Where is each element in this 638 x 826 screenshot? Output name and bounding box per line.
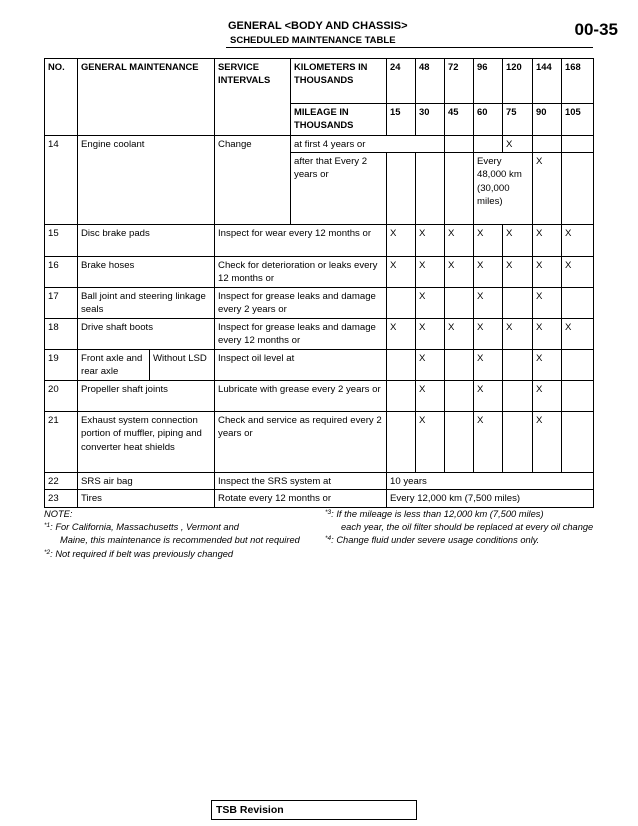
mark-cell bbox=[445, 412, 474, 473]
row-interval: at first 4 years or bbox=[291, 136, 445, 153]
mark-cell: X bbox=[474, 288, 503, 319]
mark-cell: X bbox=[533, 225, 562, 257]
row-item: SRS air bag bbox=[78, 473, 215, 490]
miles-header-cell: 105 bbox=[562, 104, 594, 136]
notes-left bbox=[44, 508, 316, 561]
mark-cell bbox=[474, 136, 503, 153]
miles-header-cell: 15 bbox=[387, 104, 416, 136]
note-2 bbox=[44, 548, 316, 561]
miles-header-cell: 60 bbox=[474, 104, 503, 136]
mark-cell: X bbox=[387, 319, 416, 350]
mark-cell: X bbox=[533, 257, 562, 288]
note-text: : Not required if belt was previously changed bbox=[50, 548, 234, 559]
note-text: Maine, this maintenance is recommended but not required bbox=[60, 535, 300, 546]
mark-cell: X bbox=[503, 225, 533, 257]
row-value: 10 years bbox=[387, 473, 594, 490]
mark-cell bbox=[387, 412, 416, 473]
row-number: 19 bbox=[45, 350, 78, 381]
km-header-cell: 72 bbox=[445, 59, 474, 104]
row-item: Ball joint and steering linkage seals bbox=[78, 288, 215, 319]
row-number: 14 bbox=[45, 136, 78, 225]
mark-cell bbox=[562, 412, 594, 473]
row-interval: Check and service as required every 2 years or bbox=[215, 412, 387, 473]
note-marker: *4 bbox=[325, 535, 332, 543]
mark-cell: X bbox=[533, 381, 562, 412]
km-header-cell: 96 bbox=[474, 59, 503, 104]
mark-cell: X bbox=[503, 319, 533, 350]
row-item: Disc brake pads bbox=[78, 225, 215, 257]
row-number: 18 bbox=[45, 319, 78, 350]
mark-cell: X bbox=[416, 319, 445, 350]
mark-cell: X bbox=[562, 257, 594, 288]
table-row bbox=[45, 288, 594, 319]
notes-label: NOTE: bbox=[44, 509, 73, 519]
mark-cell: X bbox=[387, 225, 416, 257]
row-item: Tires bbox=[78, 490, 215, 507]
note-text: each year, the oil filter should be replaced at every oil change bbox=[341, 522, 594, 533]
mark-cell: X bbox=[533, 153, 562, 225]
row-number: 21 bbox=[45, 412, 78, 473]
mark-cell bbox=[562, 350, 594, 381]
table-row bbox=[45, 412, 594, 473]
note-marker: *2 bbox=[44, 548, 51, 556]
miles-header-cell: 30 bbox=[416, 104, 445, 136]
row-item: Brake hoses bbox=[78, 257, 215, 288]
row-number: 20 bbox=[45, 381, 78, 412]
header-rule bbox=[226, 47, 593, 48]
mark-cell bbox=[387, 350, 416, 381]
table-row bbox=[45, 381, 594, 412]
km-header-cell: 120 bbox=[503, 59, 533, 104]
note-marker: *3 bbox=[325, 509, 332, 516]
row-subitem: Without LSD bbox=[150, 350, 215, 381]
table-row bbox=[45, 257, 594, 288]
row-number: 22 bbox=[45, 473, 78, 490]
mark-cell bbox=[445, 153, 474, 225]
mark-cell: X bbox=[416, 257, 445, 288]
row-interval: Inspect for grease leaks and damage every 12 months or bbox=[215, 319, 387, 350]
row-item: Drive shaft boots bbox=[78, 319, 215, 350]
mark-cell: X bbox=[474, 412, 503, 473]
note-marker: *1 bbox=[44, 522, 51, 530]
header-title: GENERAL <BODY AND CHASSIS> bbox=[228, 20, 408, 32]
table-row bbox=[45, 350, 594, 381]
row-interval: Inspect for wear every 12 months or bbox=[215, 225, 387, 257]
miles-header-cell: 75 bbox=[503, 104, 533, 136]
miles-header-cell: 90 bbox=[533, 104, 562, 136]
mark-cell: X bbox=[562, 319, 594, 350]
col-miles-header: MILEAGE IN THOUSANDS bbox=[291, 104, 387, 136]
row-number: 16 bbox=[45, 257, 78, 288]
header-subtitle: SCHEDULED MAINTENANCE TABLE bbox=[230, 35, 396, 46]
mark-cell bbox=[533, 136, 562, 153]
row-interval: Inspect the SRS system at bbox=[215, 473, 387, 490]
row-interval: after that Every 2 years or bbox=[291, 153, 387, 225]
note-1 bbox=[44, 521, 316, 547]
row-item: Propeller shaft joints bbox=[78, 381, 215, 412]
mark-cell bbox=[416, 153, 445, 225]
row-number: 17 bbox=[45, 288, 78, 319]
row-interval: Rotate every 12 months or bbox=[215, 490, 387, 507]
mark-cell: X bbox=[416, 412, 445, 473]
row-action: Change bbox=[215, 136, 291, 225]
km-header-cell: 24 bbox=[387, 59, 416, 104]
miles-header-cell: 45 bbox=[445, 104, 474, 136]
col-no-header: NO. bbox=[45, 59, 78, 136]
table-row bbox=[45, 225, 594, 257]
note-text: : If the mileage is less than 12,000 km (7,500 miles) bbox=[331, 509, 544, 519]
mark-cell: X bbox=[387, 257, 416, 288]
notes-right bbox=[325, 508, 597, 548]
mark-cell bbox=[503, 350, 533, 381]
row-item: Front axle and rear axle bbox=[78, 350, 150, 381]
tsb-revision-box: TSB Revision bbox=[211, 800, 417, 820]
mark-cell bbox=[445, 381, 474, 412]
row-interval: Check for deterioration or leaks every 12 months or bbox=[215, 257, 387, 288]
mark-cell: X bbox=[474, 350, 503, 381]
mark-cell: X bbox=[416, 350, 445, 381]
mark-cell bbox=[387, 288, 416, 319]
row-interval: Inspect oil level at bbox=[215, 350, 387, 381]
mark-cell bbox=[562, 381, 594, 412]
row-every-interval: Every 48,000 km (30,000 miles) bbox=[474, 153, 533, 225]
note-3 bbox=[325, 508, 597, 534]
mark-cell: X bbox=[474, 319, 503, 350]
mark-cell bbox=[562, 288, 594, 319]
mark-cell: X bbox=[474, 381, 503, 412]
mark-cell: X bbox=[533, 350, 562, 381]
km-header-cell: 168 bbox=[562, 59, 594, 104]
row-item: Exhaust system connection portion of muffler, piping and converter heat shields bbox=[78, 412, 215, 473]
mark-cell bbox=[503, 381, 533, 412]
mark-cell: X bbox=[474, 257, 503, 288]
row-number: 23 bbox=[45, 490, 78, 507]
mark-cell: X bbox=[445, 319, 474, 350]
col-service-header: SERVICE INTERVALS bbox=[215, 59, 291, 136]
col-km-header: KILOMETERS IN THOUSANDS bbox=[291, 59, 387, 104]
row-number: 15 bbox=[45, 225, 78, 257]
note-text: : Change fluid under severe usage conditions only. bbox=[331, 535, 540, 546]
note-4 bbox=[325, 534, 597, 547]
mark-cell: X bbox=[445, 225, 474, 257]
header-row-km bbox=[45, 59, 594, 104]
table-row bbox=[45, 319, 594, 350]
mark-cell: X bbox=[533, 288, 562, 319]
mark-cell bbox=[445, 136, 474, 153]
table-row bbox=[45, 136, 594, 153]
mark-cell bbox=[503, 288, 533, 319]
table-row bbox=[45, 473, 594, 490]
mark-cell: X bbox=[503, 257, 533, 288]
mark-cell bbox=[445, 288, 474, 319]
table-row bbox=[45, 490, 594, 507]
col-general-header: GENERAL MAINTENANCE bbox=[78, 59, 215, 136]
mark-cell: X bbox=[533, 319, 562, 350]
mark-cell: X bbox=[503, 136, 533, 153]
row-value: Every 12,000 km (7,500 miles) bbox=[387, 490, 594, 507]
mark-cell: X bbox=[445, 257, 474, 288]
mark-cell bbox=[562, 153, 594, 225]
maintenance-table bbox=[44, 58, 594, 508]
mark-cell: X bbox=[416, 381, 445, 412]
page-number: 00-35 bbox=[574, 20, 618, 39]
row-interval: Inspect for grease leaks and damage every 2 years or bbox=[215, 288, 387, 319]
note-text: : For California, Massachusetts , Vermont and bbox=[50, 522, 239, 533]
mark-cell: X bbox=[474, 225, 503, 257]
mark-cell: X bbox=[562, 225, 594, 257]
mark-cell: X bbox=[416, 288, 445, 319]
row-item: Engine coolant bbox=[78, 136, 215, 225]
mark-cell bbox=[387, 381, 416, 412]
row-interval: Lubricate with grease every 2 years or bbox=[215, 381, 387, 412]
mark-cell bbox=[562, 136, 594, 153]
km-header-cell: 48 bbox=[416, 59, 445, 104]
km-header-cell: 144 bbox=[533, 59, 562, 104]
mark-cell bbox=[387, 153, 416, 225]
mark-cell: X bbox=[533, 412, 562, 473]
mark-cell: X bbox=[416, 225, 445, 257]
mark-cell bbox=[503, 412, 533, 473]
mark-cell bbox=[445, 350, 474, 381]
